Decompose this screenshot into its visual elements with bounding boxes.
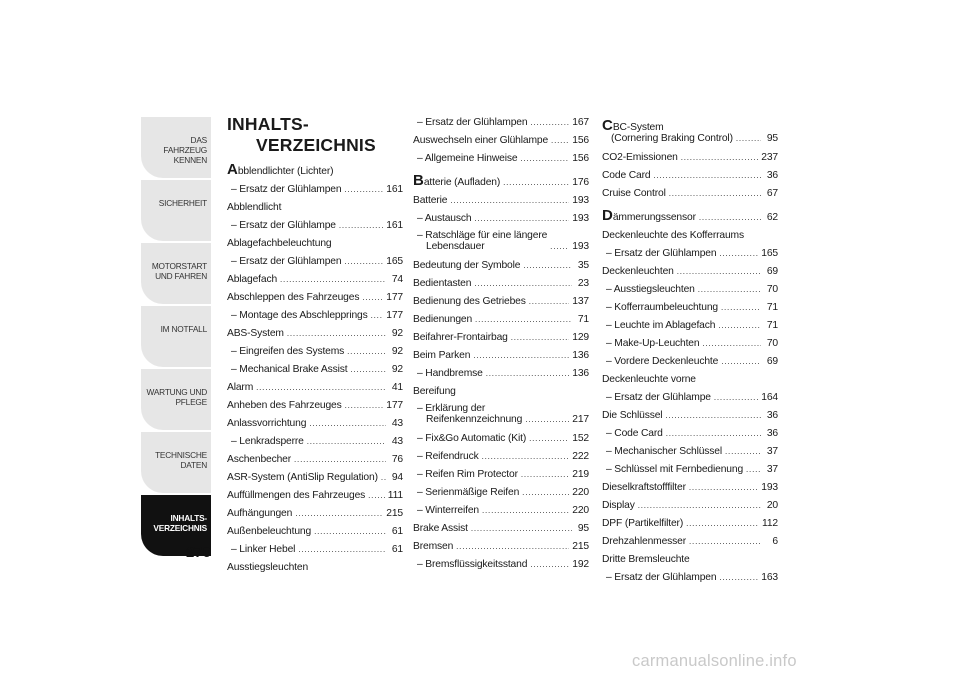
leader-dots [725, 443, 761, 461]
leader-dots [718, 317, 761, 335]
entry-label: Aufhängungen [227, 508, 293, 519]
leader-dots [371, 307, 384, 325]
index-heading[interactable]: Deckenleuchte des Kofferraums [602, 230, 744, 241]
entry-label: – Montage des Abschlepprings [231, 310, 368, 321]
index-heading[interactable]: Deckenleuchte vorne [602, 374, 696, 385]
entry-label: – Kofferraumbeleuchtung [606, 302, 718, 313]
page-reference: 70 [766, 284, 778, 295]
entry-label: Brake Assist [413, 523, 468, 534]
page-reference: 37 [766, 446, 778, 457]
page-reference: 220 [572, 505, 589, 516]
entry-label [227, 161, 333, 181]
leader-dots [677, 263, 761, 281]
page-reference: 92 [391, 346, 403, 357]
leader-dots [702, 335, 761, 353]
index-entry[interactable] [602, 118, 778, 149]
index-subentry[interactable] [227, 307, 403, 325]
tab-motorstart-und-fahren[interactable]: MOTORSTART UND FAHREN [141, 243, 211, 304]
entry-label-text: atterie (Aufladen) [423, 177, 501, 188]
title-line-2: VERZEICHNIS [256, 135, 376, 155]
page-reference: 43 [391, 436, 403, 447]
entry-label: Außenbeleuchtung [227, 526, 312, 537]
leader-dots [381, 469, 386, 487]
page-reference: 161 [386, 220, 403, 231]
leader-dots [347, 343, 386, 361]
leader-dots [669, 185, 761, 203]
page-reference: 222 [572, 451, 589, 462]
letter-initial: B [413, 172, 424, 189]
page-reference: 69 [766, 266, 778, 277]
entry-label: Bremsen [413, 541, 454, 552]
entry-label: – Mechanical Brake Assist [231, 364, 348, 375]
leader-dots [719, 245, 758, 263]
entry-label: – Ausstiegsleuchten [606, 284, 695, 295]
index-subentry[interactable] [413, 556, 589, 574]
leader-dots [256, 379, 386, 397]
leader-dots [475, 311, 572, 329]
entry-label: Bedienungen [413, 314, 473, 325]
letter-initial: A [227, 161, 238, 178]
entry-label: Abschleppen des Fahrzeuges [227, 292, 360, 303]
leader-dots [362, 289, 383, 307]
entry-label: – Ersatz der Glühlampen [231, 256, 342, 267]
page-reference: 36 [766, 410, 778, 421]
index-subentry[interactable] [413, 401, 589, 430]
entry-label: Bedienung des Getriebes [413, 296, 526, 307]
leader-dots [721, 353, 761, 371]
index-entry[interactable] [602, 167, 778, 185]
page-reference: 164 [761, 392, 778, 403]
index-entry[interactable] [227, 325, 403, 343]
leader-dots [523, 257, 572, 275]
index-entry[interactable] [602, 497, 778, 515]
page-reference: 193 [572, 213, 589, 224]
entry-label: – Eingreifen des Systems [231, 346, 345, 357]
index-subentry[interactable] [602, 317, 778, 335]
leader-dots [736, 133, 761, 144]
page-reference: 74 [391, 274, 403, 285]
index-entry[interactable] [227, 161, 403, 181]
page-reference: 161 [386, 184, 403, 195]
leader-dots [525, 414, 569, 425]
index-subentry[interactable] [602, 569, 778, 587]
index-entry[interactable] [413, 293, 589, 311]
index-subentry[interactable] [602, 245, 778, 263]
leader-dots [522, 484, 569, 502]
index-subentry[interactable] [602, 335, 778, 353]
page-reference: 95 [766, 133, 778, 144]
index-subentry[interactable] [413, 448, 589, 466]
index-entry[interactable] [227, 379, 403, 397]
tab-im-notfall[interactable]: IM NOTFALL [141, 306, 211, 367]
entry-label: Anheben des Fahrzeuges [227, 400, 342, 411]
page-reference: 165 [761, 248, 778, 259]
page-reference: 36 [766, 170, 778, 181]
leader-dots [721, 299, 761, 317]
leader-dots [314, 523, 386, 541]
index-entry[interactable] [413, 275, 589, 293]
index-entry[interactable] [413, 192, 589, 210]
entry-label-line-2: (Cornering Braking Control) [611, 133, 733, 144]
leader-dots [719, 569, 758, 587]
entry-label: Beim Parken [413, 350, 471, 361]
leader-dots [689, 533, 761, 551]
leader-dots [486, 365, 570, 383]
index-subentry[interactable] [413, 365, 589, 383]
letter-initial: C [602, 117, 613, 134]
leader-dots [665, 407, 761, 425]
entry-label-line-2: Lebensdauer [426, 241, 485, 252]
page-reference: 177 [386, 400, 403, 411]
leader-dots [714, 389, 758, 407]
leader-dots [298, 541, 386, 559]
leader-dots [339, 217, 383, 235]
tab-das-fahrzeug-kennen[interactable]: DAS FAHRZEUG KENNEN [141, 117, 211, 178]
leader-dots [287, 325, 386, 343]
entry-label-line-1: – Erklärung der [417, 403, 486, 414]
page-reference: 71 [577, 314, 589, 325]
page-reference: 41 [391, 382, 403, 393]
entry-label-text: ämmerungssensor [612, 212, 696, 223]
index-entry[interactable] [227, 271, 403, 289]
leader-dots [474, 275, 572, 293]
page-reference: 177 [386, 310, 403, 321]
leader-dots [294, 451, 386, 469]
entry-label: – Reifen Rim Protector [417, 469, 518, 480]
index-column-1 [227, 114, 403, 577]
leader-dots [699, 209, 761, 227]
index-entry[interactable] [602, 185, 778, 203]
entry-label: ASR-System (AntiSlip Regulation) [227, 472, 378, 483]
leader-dots [471, 520, 572, 538]
entry-label: – Austausch [417, 213, 472, 224]
index-entry[interactable] [227, 487, 403, 505]
leader-dots [307, 433, 386, 451]
entry-label: Anlassvorrichtung [227, 418, 307, 429]
entry-label: Bedientasten [413, 278, 472, 289]
index-heading[interactable]: Dritte Bremsleuchte [602, 554, 690, 565]
page-reference: 111 [387, 490, 403, 501]
entry-label: – Ersatz der Glühlampe [231, 220, 336, 231]
leader-dots [456, 538, 569, 556]
index-subentry[interactable] [227, 361, 403, 379]
page-reference: 217 [572, 414, 589, 425]
page-reference: 193 [572, 241, 589, 252]
entry-label: Batterie [413, 195, 448, 206]
page-reference: 136 [572, 368, 589, 379]
page-reference: 62 [766, 212, 778, 223]
entry-label: – Ersatz der Glühlampen [417, 117, 528, 128]
entry-label: Cruise Control [602, 188, 666, 199]
leader-dots [686, 515, 759, 533]
page-number: 270 [185, 544, 211, 561]
leader-dots [638, 497, 761, 515]
index-entry[interactable] [413, 172, 589, 192]
entry-label: Auswechseln einer Glühlampe [413, 135, 549, 146]
leader-dots [368, 487, 385, 505]
entry-label: – Winterreifen [417, 505, 479, 516]
entry-label: – Reifendruck [417, 451, 479, 462]
page-reference: 70 [766, 338, 778, 349]
leader-dots [503, 174, 569, 192]
page-reference: 167 [572, 117, 589, 128]
entry-label [417, 403, 522, 425]
leader-dots [520, 150, 569, 168]
index-subentry[interactable] [413, 150, 589, 168]
entry-label: – Ersatz der Glühlampen [231, 184, 342, 195]
index-entry[interactable] [413, 311, 589, 329]
leader-dots [511, 329, 570, 347]
leader-dots [551, 132, 569, 150]
leader-dots [350, 361, 386, 379]
index-subentry[interactable] [413, 114, 589, 132]
index-subentry[interactable] [413, 430, 589, 448]
entry-label: – Schlüssel mit Fernbedienung [606, 464, 744, 475]
index-subentry[interactable] [602, 353, 778, 371]
tab-sicherheit[interactable]: SICHERHEIT [141, 180, 211, 241]
page-reference: 92 [391, 328, 403, 339]
index-subentry[interactable] [227, 541, 403, 559]
index-entry[interactable] [602, 207, 778, 227]
entry-label: – Fix&Go Automatic (Kit) [417, 433, 527, 444]
index-subentry[interactable] [602, 299, 778, 317]
entry-label-text: bblendlichter (Lichter) [237, 166, 334, 177]
entry-label: – Lenkradsperre [231, 436, 304, 447]
index-subentry[interactable] [413, 502, 589, 520]
chapter-tabs [141, 117, 211, 558]
entry-label: Alarm [227, 382, 254, 393]
page-reference: 129 [572, 332, 589, 343]
index-subentry[interactable] [227, 217, 403, 235]
entry-label: Display [602, 500, 635, 511]
page-reference: 152 [572, 433, 589, 444]
page-reference: 92 [391, 364, 403, 375]
entry-label: Bedeutung der Symbole [413, 260, 521, 271]
page-reference: 43 [391, 418, 403, 429]
index-entry[interactable] [227, 451, 403, 469]
index-entry[interactable] [413, 132, 589, 150]
leader-dots [689, 479, 758, 497]
entry-label: Deckenleuchten [602, 266, 674, 277]
page-reference: 220 [572, 487, 589, 498]
page-reference: 35 [577, 260, 589, 271]
entry-label: – Ersatz der Glühlampen [606, 248, 717, 259]
leader-dots [529, 293, 570, 311]
index-subentry[interactable] [227, 181, 403, 199]
leader-dots [530, 114, 569, 132]
leader-dots [450, 192, 569, 210]
tab-inhaltsverzeichnis[interactable]: INHALTS-VERZEICHNIS [141, 495, 211, 556]
page-reference: 112 [762, 518, 778, 529]
leader-dots [280, 271, 386, 289]
index-heading[interactable]: Ablagefachbeleuchtung [227, 238, 332, 249]
entry-label-line-2: Reifenkennzeichnung [426, 414, 523, 425]
page-reference: 23 [577, 278, 589, 289]
leader-dots [521, 466, 569, 484]
leader-dots [681, 149, 759, 167]
index-entry[interactable] [602, 263, 778, 281]
index-subentry[interactable] [602, 443, 778, 461]
leader-dots [653, 167, 761, 185]
index-entry[interactable] [227, 289, 403, 307]
page-reference: 67 [766, 188, 778, 199]
entry-label: – Serienmäßige Reifen [417, 487, 520, 498]
index-entry[interactable] [227, 469, 403, 487]
entry-label: Auffüllmengen des Fahrzeuges [227, 490, 366, 501]
index-subentry[interactable] [602, 389, 778, 407]
watermark: carmanualsonline.info [632, 652, 797, 670]
page-title [227, 114, 403, 156]
entry-label: – Code Card [606, 428, 663, 439]
index-heading[interactable]: Ausstiegsleuchten [227, 562, 309, 573]
leader-dots [345, 397, 384, 415]
page-reference: 136 [572, 350, 589, 361]
page-reference: 193 [761, 482, 778, 493]
index-subentry[interactable] [413, 484, 589, 502]
entry-label: Die Schlüssel [602, 410, 663, 421]
page-reference: 163 [761, 572, 778, 583]
entry-label: Code Card [602, 170, 651, 181]
page-reference: 71 [766, 320, 778, 331]
page-reference: 69 [766, 356, 778, 367]
page-reference: 156 [572, 135, 589, 146]
entry-label-line-1: – Ratschläge für eine längere [417, 230, 548, 241]
index-column-2 [413, 114, 589, 574]
index-subentry[interactable] [602, 425, 778, 443]
index-entry[interactable] [227, 505, 403, 523]
entry-label: DPF (Partikelfilter) [602, 518, 684, 529]
entry-label [602, 207, 696, 227]
entry-label: ABS-System [227, 328, 284, 339]
page-reference: 215 [386, 508, 403, 519]
index-entry[interactable] [602, 515, 778, 533]
page-reference: 6 [772, 536, 778, 547]
entry-label: – Linker Hebel [231, 544, 296, 555]
page-reference: 177 [386, 292, 403, 303]
index-entry[interactable] [227, 523, 403, 541]
entry-label: – Allgemeine Hinweise [417, 153, 518, 164]
index-entry[interactable] [602, 407, 778, 425]
page-reference: 61 [391, 544, 403, 555]
index-subentry[interactable] [413, 466, 589, 484]
page-reference: 94 [391, 472, 403, 483]
page-reference: 95 [577, 523, 589, 534]
leader-dots [482, 448, 570, 466]
leader-dots [482, 502, 569, 520]
page-reference: 76 [391, 454, 403, 465]
entry-label-line-1: BC-System [612, 122, 664, 133]
index-entry[interactable] [602, 533, 778, 551]
tab-wartung-und-pflege[interactable]: WARTUNG UND PFLEGE [141, 369, 211, 430]
page-reference: 176 [572, 177, 589, 188]
page-reference: 165 [386, 256, 403, 267]
page-reference: 137 [572, 296, 589, 307]
entry-label: Beifahrer-Frontairbag [413, 332, 508, 343]
tab-technische-daten[interactable]: TECHNISCHE DATEN [141, 432, 211, 493]
index-subentry[interactable] [413, 228, 589, 257]
leader-dots [344, 253, 383, 271]
index-entry[interactable] [602, 149, 778, 167]
index-subentry[interactable] [602, 281, 778, 299]
leader-dots [746, 461, 761, 479]
page-reference: 37 [766, 464, 778, 475]
leader-dots [698, 281, 761, 299]
index-subentry[interactable] [227, 343, 403, 361]
page-reference: 215 [572, 541, 589, 552]
leader-dots [295, 505, 383, 523]
entry-label: Drehzahlenmesser [602, 536, 687, 547]
page-reference: 71 [766, 302, 778, 313]
index-entry[interactable] [227, 415, 403, 433]
page-reference: 61 [391, 526, 403, 537]
title-line-1: INHALTS- [227, 114, 309, 134]
page-reference: 20 [766, 500, 778, 511]
index-entry[interactable] [413, 538, 589, 556]
entry-label: – Make-Up-Leuchten [606, 338, 700, 349]
entry-label: – Vordere Deckenleuchte [606, 356, 719, 367]
page-reference: 193 [572, 195, 589, 206]
index-heading[interactable]: Abblendlicht [227, 202, 282, 213]
entry-label: Aschenbecher [227, 454, 292, 465]
leader-dots [309, 415, 386, 433]
entry-label: Ablagefach [227, 274, 278, 285]
index-heading[interactable]: Bereifung [413, 386, 456, 397]
page-reference: 36 [766, 428, 778, 439]
entry-label: CO2-Emissionen [602, 152, 678, 163]
entry-label: – Bremsflüssigkeitsstand [417, 559, 528, 570]
entry-label: – Leuchte im Ablagefach [606, 320, 716, 331]
page-reference: 156 [572, 153, 589, 164]
page-reference: 237 [761, 152, 778, 163]
leader-dots [530, 556, 569, 574]
index-column-3 [602, 114, 778, 587]
entry-label [413, 172, 500, 192]
page-reference: 219 [572, 469, 589, 480]
page-reference: 192 [572, 559, 589, 570]
entry-label: – Mechanischer Schlüssel [606, 446, 723, 457]
entry-label: Dieselkraftstofffilter [602, 482, 686, 493]
index-entry[interactable] [602, 479, 778, 497]
leader-dots [344, 181, 383, 199]
entry-label: – Handbremse [417, 368, 483, 379]
index-entry[interactable] [413, 520, 589, 538]
entry-label [417, 230, 547, 252]
entry-label: – Ersatz der Glühlampe [606, 392, 711, 403]
letter-initial: D [602, 207, 613, 224]
leader-dots [666, 425, 761, 443]
entry-label: – Ersatz der Glühlampen [606, 572, 717, 583]
leader-dots [550, 241, 569, 252]
index-entry[interactable] [413, 347, 589, 365]
index-subentry[interactable] [602, 461, 778, 479]
entry-label [602, 117, 733, 144]
index-entry[interactable] [413, 329, 589, 347]
leader-dots [474, 210, 569, 228]
index-subentry[interactable] [227, 433, 403, 451]
index-subentry[interactable] [227, 253, 403, 271]
index-subentry[interactable] [413, 210, 589, 228]
leader-dots [473, 347, 569, 365]
index-entry[interactable] [413, 257, 589, 275]
leader-dots [529, 430, 569, 448]
index-entry[interactable] [227, 397, 403, 415]
